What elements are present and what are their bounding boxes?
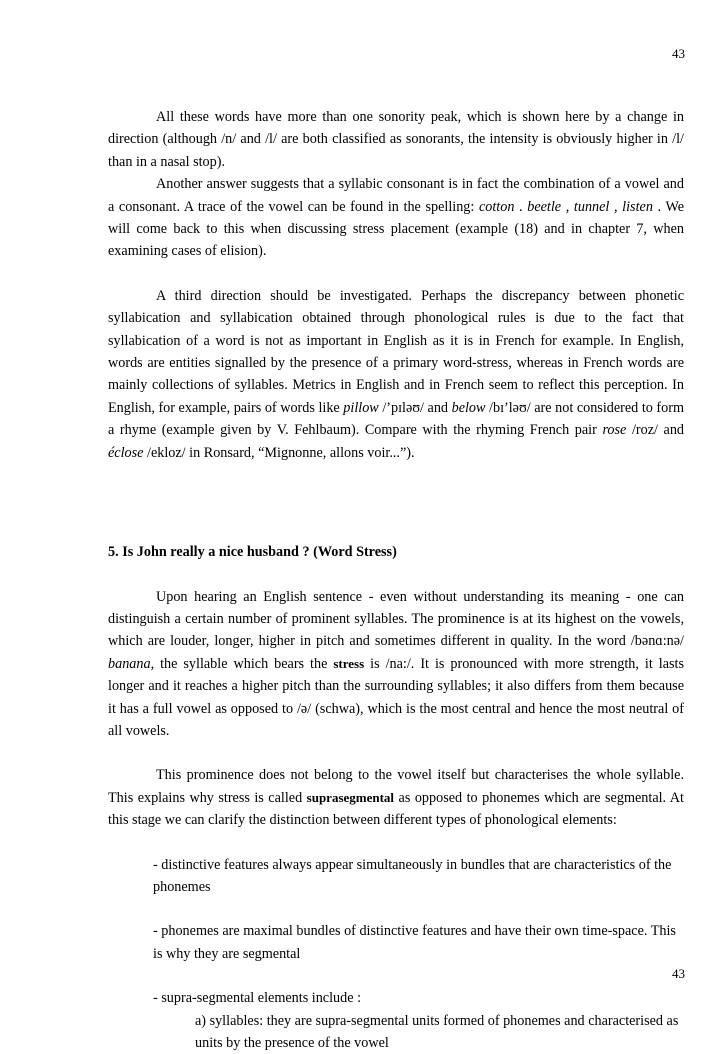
section-heading: 5. Is John really a nice husband ? (Word Stress) [108,544,397,561]
paragraph-suprasegmental [108,764,684,831]
text-segment: /bɪ’ləʊ/ are not considered to form a rhyme (example given by V. Fehlbaum). Compare with the rhyming French pair [108,399,684,439]
example-word: listen [622,198,653,215]
text-segment: /’pɪləʊ/ and [378,399,452,416]
list-item-phonemes: - phonemes are maximal bundles of distinctive features and have their own time-space. This is why they are segmental [153,923,676,962]
page-number-top: 43 [672,46,685,61]
text-segment: . [514,198,528,215]
page-number-bottom: 43 [672,966,685,981]
term-stress: stress [333,655,365,671]
paragraph-third-direction [108,285,684,464]
paragraph-syllabic-consonant [108,173,684,263]
example-word: pillow [343,399,379,416]
example-word: banana [108,655,151,672]
example-word: tunnel [573,198,610,215]
text-segment: as opposed to phonemes which are segmental. At this stage we can clarify the distinction between different types of phonological elements: [108,789,684,829]
text-segment: is /na:/. It is pronounced with more strength, it lasts longer and it reaches a higher pitch than the surrounding syllables; it also differs from them because it has a full vowel as opposed to /ə/ (schwa), which is the most central and hence the most neutral of all vowels. [108,655,684,739]
list-item-distinctive-features: - distinctive features always appear simultaneously in bundles that are characteristics of the phonemes [153,856,672,895]
example-word: beetle [527,198,562,215]
text-segment: Upon hearing an English sentence - even without understanding its meaning - one can distinguish a certain number of prominent syllables. The prominence is at its highest on the vowels, which are louder, longer, higher in pitch and sometimes different in quality. In the word /bənɑ:nə/ [108,588,684,650]
text-segment: A third direction should be investigated. Perhaps the discrepancy between phonetic syllabication and syllabication obtained through phonological rules is due to the fact that syllabication of a word is not as important in English as it is in French for example. In English, words are entities signalled by the presence of a primary word-stress, whereas in French words are mainly collections of syllables. Metrics in English and in French seem to reflect this perception. In English, for example, pairs of words like [108,287,684,416]
text-segment: This prominence does not belong to the vowel itself but characterises the whole syllable. This explains why stress is called [108,767,684,806]
list-item-supra-segmental: - supra-segmental elements include : [153,990,362,1007]
text-segment: Another answer suggests that a syllabic consonant is in fact the combination of a vowel and a consonant. A trace of the vowel can be found in the spelling: [108,176,684,215]
example-word: éclose [108,444,144,461]
text-segment: /roz/ and [626,422,685,439]
term-suprasegmental: suprasegmental [306,789,395,805]
paragraph-prominence [108,586,684,743]
text-segment: , the syllable which bears the [150,655,334,672]
document-body [108,106,684,1054]
example-word: cotton [478,198,515,215]
text-segment: /ekloz/ in Ronsard, “Mignonne, allons voir...”). [143,444,415,461]
text-segment: , [561,198,574,215]
paragraph-sonority: All these words have more than one sonority peak, which is shown here by a change in direction (although /n/ and /l/ are both classified as sonorants, the intensity is obviously higher in /l/ than in a nasal stop). [108,109,684,170]
text-segment: . We will come back to this when discussing stress placement (example (18) and in chapter 7, when examining cases of elision). [108,198,685,260]
text-segment: , [609,198,618,215]
sub-item-syllables: a) syllables: they are supra-segmental units formed of phonemes and characterised as units by the presence of the vowel [195,1012,679,1051]
example-word: below [451,399,486,416]
example-word: rose [602,422,627,439]
